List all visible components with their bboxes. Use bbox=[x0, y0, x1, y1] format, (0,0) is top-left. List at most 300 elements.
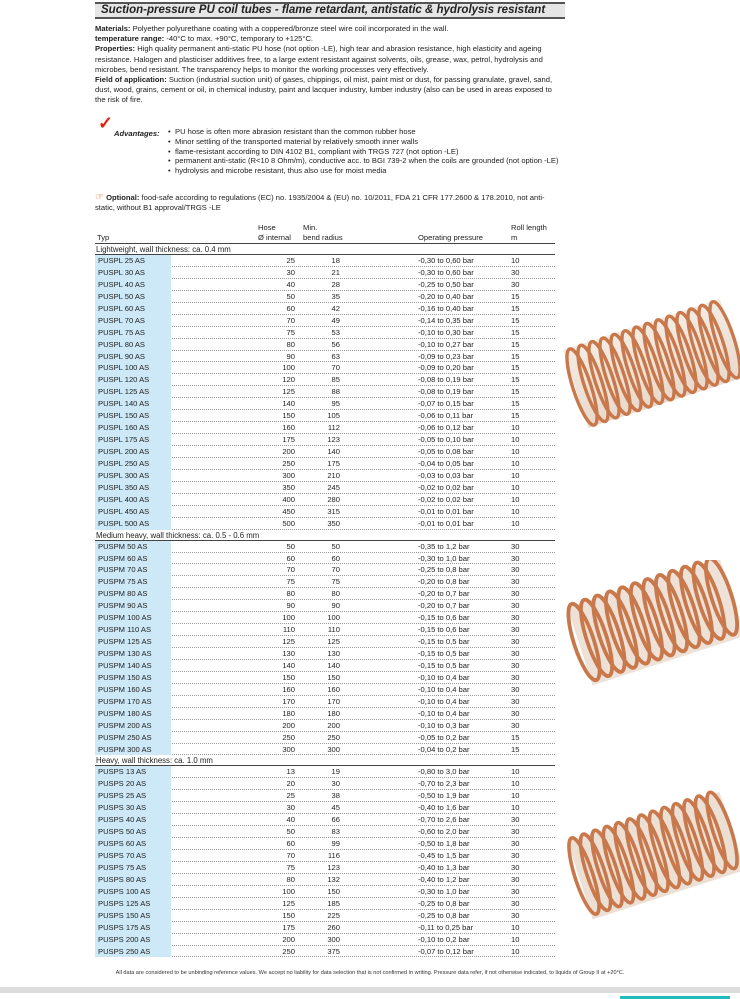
bend-radius-cell: 110 bbox=[327, 625, 340, 635]
hose-diameter-cell: 75 bbox=[286, 862, 295, 872]
type-cell: PUSPS 150 AS bbox=[95, 910, 171, 922]
roll-length-cell: 30 bbox=[511, 625, 520, 635]
table-row bbox=[95, 862, 555, 874]
roll-length-cell: 30 bbox=[511, 708, 520, 718]
advantage-item: • PU hose is often more abrasion resistant than the common rubber hose bbox=[168, 127, 563, 137]
hose-diameter-cell: 170 bbox=[282, 696, 295, 706]
operating-pressure-cell: -0,25 to 0,8 bar bbox=[418, 910, 470, 920]
hose-diameter-cell: 40 bbox=[286, 815, 295, 825]
operating-pressure-cell: -0,02 to 0,02 bar bbox=[418, 482, 474, 492]
hose-diameter-cell: 350 bbox=[282, 482, 295, 492]
field-paragraph bbox=[95, 75, 555, 106]
advantage-item: • permanent anti-static (R<10 8 Ohm/m), conductive acc. to BGI 739-2 when the coils are grounded (not option -LE) bbox=[168, 156, 563, 166]
section-title: Medium heavy, wall thickness: ca. 0.5 - 0.6 mm bbox=[95, 530, 555, 541]
table-row bbox=[95, 518, 555, 530]
roll-length-cell: 30 bbox=[511, 279, 520, 289]
hose-diameter-cell: 13 bbox=[286, 767, 295, 777]
bend-radius-cell: 150 bbox=[327, 672, 340, 682]
hose-diameter-cell: 150 bbox=[282, 672, 295, 682]
bend-radius-cell: 83 bbox=[331, 827, 340, 837]
operating-pressure-cell: -0,25 to 0,50 bar bbox=[418, 279, 474, 289]
optional-text: food-safe according to regulations (EC) no. 1935/2004 & (EU) no. 10/2011, FDA 21 CFR 177.2600 & 178.2010, not anti-static, without B1 approval/TRGS -LE bbox=[95, 193, 545, 212]
hose-diameter-cell: 60 bbox=[286, 553, 295, 563]
bend-radius-cell: 210 bbox=[327, 470, 340, 480]
table-row bbox=[95, 612, 555, 624]
roll-length-cell: 10 bbox=[511, 447, 520, 456]
roll-length-cell: 30 bbox=[511, 827, 520, 837]
roll-length-cell: 15 bbox=[511, 303, 520, 313]
table-row bbox=[95, 684, 555, 696]
type-cell: PUSPS 75 AS bbox=[95, 862, 171, 874]
header-operating-pressure: Operating pressure bbox=[418, 233, 484, 242]
type-cell: PUSPM 90 AS bbox=[95, 600, 171, 612]
bend-radius-cell: 63 bbox=[331, 351, 340, 361]
operating-pressure-cell: -0,80 to 3,0 bar bbox=[418, 767, 470, 777]
table-row bbox=[95, 744, 555, 756]
hose-image-light bbox=[562, 295, 740, 450]
roll-length-cell: 15 bbox=[511, 291, 520, 301]
bend-radius-cell: 88 bbox=[331, 387, 340, 397]
hose-coil-image-light bbox=[562, 295, 740, 445]
bend-radius-cell: 90 bbox=[331, 601, 340, 611]
operating-pressure-cell: -0,05 to 0,2 bar bbox=[418, 732, 470, 742]
table-row bbox=[95, 732, 555, 744]
type-cell: PUSPM 180 AS bbox=[95, 708, 171, 720]
roll-length-cell: 30 bbox=[511, 684, 520, 694]
section-title: Heavy, wall thickness: ca. 1.0 mm bbox=[95, 755, 555, 766]
roll-length-cell: 30 bbox=[511, 720, 520, 730]
type-cell: PUSPS 125 AS bbox=[95, 898, 171, 910]
hose-diameter-cell: 180 bbox=[282, 708, 295, 718]
operating-pressure-cell: -0,70 to 2,6 bar bbox=[418, 815, 470, 825]
type-cell: PUSPL 150 AS bbox=[95, 410, 171, 422]
roll-length-cell: 15 bbox=[511, 363, 520, 373]
roll-length-cell: 10 bbox=[511, 458, 520, 468]
table-row bbox=[95, 351, 555, 363]
operating-pressure-cell: -0,15 to 0,5 bar bbox=[418, 649, 470, 658]
type-cell: PUSPL 30 AS bbox=[95, 267, 171, 279]
checkmark-icon: ✓ bbox=[98, 113, 114, 133]
bend-radius-cell: 280 bbox=[327, 494, 340, 504]
type-cell: PUSPM 160 AS bbox=[95, 684, 171, 696]
table-row bbox=[95, 600, 555, 612]
type-cell: PUSPM 150 AS bbox=[95, 672, 171, 684]
hose-diameter-cell: 100 bbox=[282, 886, 295, 896]
table-row bbox=[95, 720, 555, 732]
type-cell: PUSPL 450 AS bbox=[95, 506, 171, 518]
operating-pressure-cell: -0,07 to 0,12 bar bbox=[418, 946, 474, 956]
header-hose: Hose bbox=[258, 223, 276, 232]
operating-pressure-cell: -0,50 to 1,8 bar bbox=[418, 839, 470, 849]
operating-pressure-cell: -0,09 to 0,20 bar bbox=[418, 363, 474, 373]
hose-diameter-cell: 125 bbox=[282, 387, 295, 397]
hose-diameter-cell: 140 bbox=[282, 660, 295, 670]
operating-pressure-cell: -0,04 to 0,05 bar bbox=[418, 458, 474, 468]
operating-pressure-cell: -0,10 to 0,4 bar bbox=[418, 684, 470, 694]
footer-note: All data are considered to be unbinding reference values. We accept no liability for data selection that is not confirmed in writing. Pressure data refer, if not otherwise indicated, to liquids of Group II at +20°C. bbox=[115, 970, 625, 976]
hose-diameter-cell: 160 bbox=[282, 423, 295, 433]
roll-length-cell: 30 bbox=[511, 898, 520, 908]
table-row bbox=[95, 934, 555, 946]
hose-diameter-cell: 90 bbox=[286, 351, 295, 361]
properties-label: Properties: bbox=[95, 44, 136, 54]
hose-diameter-cell: 250 bbox=[282, 458, 295, 468]
operating-pressure-cell: -0,60 to 2,0 bar bbox=[418, 827, 470, 837]
bend-radius-cell: 99 bbox=[331, 839, 340, 849]
hose-diameter-cell: 25 bbox=[286, 256, 295, 265]
hose-diameter-cell: 200 bbox=[282, 934, 295, 944]
roll-length-cell: 30 bbox=[511, 910, 520, 920]
operating-pressure-cell: -0,10 to 0,2 bar bbox=[418, 934, 470, 944]
hose-diameter-cell: 60 bbox=[286, 303, 295, 313]
bend-radius-cell: 28 bbox=[331, 279, 340, 289]
header-bend: Min. bbox=[303, 223, 318, 232]
advantage-item: • Minor settling of the transported material by relatively smooth inner walls bbox=[168, 137, 563, 147]
properties-paragraph bbox=[95, 44, 555, 75]
bend-radius-cell: 35 bbox=[331, 291, 340, 301]
bend-radius-cell: 185 bbox=[327, 898, 340, 908]
table-row bbox=[95, 434, 555, 446]
operating-pressure-cell: -0,10 to 0,4 bar bbox=[418, 708, 470, 718]
type-cell: PUSPL 25 AS bbox=[95, 255, 171, 267]
bend-radius-cell: 315 bbox=[327, 506, 340, 516]
table-row bbox=[95, 362, 555, 374]
hose-diameter-cell: 300 bbox=[282, 744, 295, 754]
roll-length-cell: 15 bbox=[511, 744, 520, 754]
hose-diameter-cell: 90 bbox=[286, 601, 295, 611]
bottom-bar bbox=[0, 987, 740, 993]
operating-pressure-cell: -0,15 to 0,5 bar bbox=[418, 637, 470, 647]
advantage-item: • flame-resistant according to DIN 4102 B1, compliant with TRGS 727 (not option -LE) bbox=[168, 147, 563, 157]
table-row bbox=[95, 910, 555, 922]
hose-diameter-cell: 175 bbox=[282, 922, 295, 932]
bend-radius-cell: 95 bbox=[331, 399, 340, 409]
roll-length-cell: 30 bbox=[511, 577, 520, 587]
table-row bbox=[95, 636, 555, 648]
hose-image-heavy bbox=[562, 790, 740, 930]
table-row bbox=[95, 446, 555, 458]
operating-pressure-cell: -0,16 to 0,40 bar bbox=[418, 303, 474, 313]
bend-radius-cell: 60 bbox=[331, 553, 340, 563]
table-row bbox=[95, 398, 555, 410]
table-row bbox=[95, 374, 555, 386]
hose-diameter-cell: 25 bbox=[286, 791, 295, 801]
hose-diameter-cell: 75 bbox=[286, 577, 295, 587]
bend-radius-cell: 105 bbox=[327, 411, 340, 421]
table-row bbox=[95, 778, 555, 790]
type-cell: PUSPM 200 AS bbox=[95, 720, 171, 732]
roll-length-cell: 30 bbox=[511, 553, 520, 563]
roll-length-cell: 15 bbox=[511, 351, 520, 361]
operating-pressure-cell: -0,25 to 0,8 bar bbox=[418, 565, 470, 575]
table-row bbox=[95, 802, 555, 814]
hose-diameter-cell: 80 bbox=[286, 339, 295, 349]
operating-pressure-cell: -0,40 to 1,2 bar bbox=[418, 874, 470, 884]
type-cell: PUSPL 100 AS bbox=[95, 362, 171, 374]
header-roll: Roll length bbox=[511, 223, 547, 232]
operating-pressure-cell: -0,02 to 0,02 bar bbox=[418, 494, 474, 504]
bend-radius-cell: 175 bbox=[327, 458, 340, 468]
table-row bbox=[95, 255, 555, 267]
roll-length-cell: 30 bbox=[511, 862, 520, 872]
hose-diameter-cell: 50 bbox=[286, 541, 295, 551]
bend-radius-cell: 260 bbox=[327, 922, 340, 932]
type-cell: PUSPL 40 AS bbox=[95, 279, 171, 291]
type-cell: PUSPL 120 AS bbox=[95, 374, 171, 386]
table-row bbox=[95, 660, 555, 672]
bend-radius-cell: 50 bbox=[331, 541, 340, 551]
bend-radius-cell: 160 bbox=[327, 684, 340, 694]
type-cell: PUSPS 175 AS bbox=[95, 922, 171, 934]
section-title: Lightweight, wall thickness: ca. 0.4 mm bbox=[95, 244, 555, 255]
table-row bbox=[95, 339, 555, 351]
header-bend-radius: bend radius bbox=[303, 233, 343, 242]
hose-image-medium bbox=[562, 560, 740, 695]
operating-pressure-cell: -0,07 to 0,15 bar bbox=[418, 399, 474, 409]
type-cell: PUSPL 80 AS bbox=[95, 339, 171, 351]
type-cell: PUSPM 75 AS bbox=[95, 576, 171, 588]
roll-length-cell: 10 bbox=[511, 423, 520, 433]
roll-length-cell: 10 bbox=[511, 494, 520, 504]
roll-length-cell: 10 bbox=[511, 779, 520, 789]
hose-diameter-cell: 250 bbox=[282, 946, 295, 956]
type-cell: PUSPL 140 AS bbox=[95, 398, 171, 410]
header-hose-internal: Ø internal bbox=[258, 233, 291, 242]
roll-length-cell: 30 bbox=[511, 696, 520, 706]
spec-table bbox=[95, 218, 555, 957]
type-cell: PUSPS 200 AS bbox=[95, 934, 171, 946]
operating-pressure-cell: -0,20 to 0,40 bar bbox=[418, 291, 474, 301]
temperature-label: temperature range: bbox=[95, 34, 165, 44]
table-row bbox=[95, 790, 555, 802]
materials-text: Polyether polyurethane coating with a coppered/bronze steel wire coil incorporated in the wall. bbox=[130, 24, 449, 33]
roll-length-cell: 15 bbox=[511, 411, 520, 421]
table-header bbox=[95, 218, 555, 244]
hose-diameter-cell: 110 bbox=[282, 625, 295, 635]
table-row bbox=[95, 458, 555, 470]
type-cell: PUSPS 40 AS bbox=[95, 814, 171, 826]
table-row bbox=[95, 886, 555, 898]
roll-length-cell: 10 bbox=[511, 922, 520, 932]
hose-diameter-cell: 100 bbox=[282, 613, 295, 623]
hose-diameter-cell: 80 bbox=[286, 589, 295, 599]
bend-radius-cell: 38 bbox=[331, 791, 340, 801]
type-cell: PUSPM 80 AS bbox=[95, 588, 171, 600]
hose-diameter-cell: 150 bbox=[282, 411, 295, 421]
roll-length-cell: 30 bbox=[511, 541, 520, 551]
table-row bbox=[95, 696, 555, 708]
table-row bbox=[95, 327, 555, 339]
roll-length-cell: 15 bbox=[511, 339, 520, 349]
roll-length-cell: 10 bbox=[511, 767, 520, 777]
header-roll-unit: m bbox=[511, 233, 518, 242]
operating-pressure-cell: -0,35 to 1,2 bar bbox=[418, 541, 470, 551]
optional-block bbox=[95, 193, 560, 213]
bend-radius-cell: 180 bbox=[327, 708, 340, 718]
roll-length-cell: 30 bbox=[511, 649, 520, 658]
bend-radius-cell: 140 bbox=[327, 447, 340, 456]
field-text: Suction (industrial suction unit) of gases, chippings, oil mist, paint mist or dust, for passing granulate, gravel, sand, dust, wood, grains, cement or oil, in chemical industry, paint and lacquer industry, lumber industry (also can be used in areas exposed to the risk of fire. bbox=[95, 75, 553, 105]
hose-diameter-cell: 40 bbox=[286, 279, 295, 289]
table-row bbox=[95, 588, 555, 600]
bend-radius-cell: 100 bbox=[327, 613, 340, 623]
roll-length-cell: 30 bbox=[511, 672, 520, 682]
bend-radius-cell: 18 bbox=[331, 256, 340, 265]
bend-radius-cell: 70 bbox=[331, 363, 340, 373]
page-title: Suction-pressure PU coil tubes - flame retardant, antistatic & hydrolysis resistant bbox=[95, 2, 565, 19]
bend-radius-cell: 250 bbox=[327, 732, 340, 742]
operating-pressure-cell: -0,06 to 0,12 bar bbox=[418, 423, 474, 433]
type-cell: PUSPL 500 AS bbox=[95, 518, 171, 530]
operating-pressure-cell: -0,03 to 0,03 bar bbox=[418, 470, 474, 480]
hose-diameter-cell: 80 bbox=[286, 874, 295, 884]
table-row bbox=[95, 541, 555, 553]
roll-length-cell: 15 bbox=[511, 399, 520, 409]
hose-diameter-cell: 100 bbox=[282, 363, 295, 373]
table-row bbox=[95, 766, 555, 778]
table-row bbox=[95, 494, 555, 506]
hose-diameter-cell: 200 bbox=[282, 720, 295, 730]
bend-radius-cell: 123 bbox=[327, 862, 340, 872]
type-cell: PUSPS 70 AS bbox=[95, 850, 171, 862]
bend-radius-cell: 42 bbox=[331, 303, 340, 313]
type-cell: PUSPM 250 AS bbox=[95, 732, 171, 744]
table-row bbox=[95, 303, 555, 315]
table-row bbox=[95, 410, 555, 422]
operating-pressure-cell: -0,10 to 0,3 bar bbox=[418, 720, 470, 730]
header-typ: Typ bbox=[97, 233, 110, 242]
hose-diameter-cell: 400 bbox=[282, 494, 295, 504]
hose-coil-image-medium bbox=[562, 560, 740, 690]
hose-diameter-cell: 70 bbox=[286, 315, 295, 325]
type-cell: PUSPM 130 AS bbox=[95, 648, 171, 660]
bend-radius-cell: 19 bbox=[331, 767, 340, 777]
bend-radius-cell: 245 bbox=[327, 482, 340, 492]
operating-pressure-cell: -0,01 to 0,01 bar bbox=[418, 518, 474, 528]
table-row bbox=[95, 814, 555, 826]
operating-pressure-cell: -0,06 to 0,11 bar bbox=[418, 411, 474, 421]
bend-radius-cell: 45 bbox=[331, 803, 340, 813]
operating-pressure-cell: -0,40 to 1,3 bar bbox=[418, 862, 470, 872]
roll-length-cell: 30 bbox=[511, 839, 520, 849]
operating-pressure-cell: -0,20 to 0,8 bar bbox=[418, 577, 470, 587]
roll-length-cell: 10 bbox=[511, 482, 520, 492]
hose-diameter-cell: 140 bbox=[282, 399, 295, 409]
type-cell: PUSPM 140 AS bbox=[95, 660, 171, 672]
bend-radius-cell: 225 bbox=[327, 910, 340, 920]
type-cell: PUSPM 110 AS bbox=[95, 624, 171, 636]
table-row bbox=[95, 922, 555, 934]
roll-length-cell: 10 bbox=[511, 470, 520, 480]
roll-length-cell: 30 bbox=[511, 589, 520, 599]
advantage-item: • hydrolysis and microbe resistant, thus also use for moist media bbox=[168, 166, 563, 176]
table-row bbox=[95, 624, 555, 636]
operating-pressure-cell: -0,20 to 0,7 bar bbox=[418, 589, 470, 599]
type-cell: PUSPM 170 AS bbox=[95, 696, 171, 708]
bend-radius-cell: 300 bbox=[327, 934, 340, 944]
type-cell: PUSPL 90 AS bbox=[95, 351, 171, 363]
bend-radius-cell: 125 bbox=[327, 637, 340, 647]
table-row bbox=[95, 291, 555, 303]
bend-radius-cell: 30 bbox=[331, 779, 340, 789]
hose-diameter-cell: 120 bbox=[282, 375, 295, 385]
roll-length-cell: 10 bbox=[511, 791, 520, 801]
bend-radius-cell: 123 bbox=[327, 435, 340, 445]
type-cell: PUSPL 70 AS bbox=[95, 315, 171, 327]
operating-pressure-cell: -0,05 to 0,10 bar bbox=[418, 435, 474, 445]
operating-pressure-cell: -0,50 to 1,9 bar bbox=[418, 791, 470, 801]
operating-pressure-cell: -0,45 to 1,5 bar bbox=[418, 851, 470, 860]
optional-label: Optional: bbox=[106, 193, 140, 202]
bend-radius-cell: 132 bbox=[327, 874, 340, 884]
operating-pressure-cell: -0,25 to 0,8 bar bbox=[418, 898, 470, 908]
pointing-hand-icon: ☞ bbox=[95, 192, 104, 203]
roll-length-cell: 10 bbox=[511, 256, 520, 265]
operating-pressure-cell: -0,14 to 0,35 bar bbox=[418, 315, 474, 325]
temperature-text: -40°C to max. +90°C, temporary to +125°C. bbox=[164, 34, 314, 44]
operating-pressure-cell: -0,11 to 0,25 bar bbox=[418, 922, 474, 932]
table-row bbox=[95, 267, 555, 279]
hose-diameter-cell: 30 bbox=[286, 267, 295, 277]
type-cell: PUSPS 60 AS bbox=[95, 838, 171, 850]
operating-pressure-cell: -0,05 to 0,08 bar bbox=[418, 447, 474, 456]
type-cell: PUSPL 350 AS bbox=[95, 482, 171, 494]
hose-diameter-cell: 200 bbox=[282, 447, 295, 456]
hose-diameter-cell: 70 bbox=[286, 565, 295, 575]
operating-pressure-cell: -0,10 to 0,30 bar bbox=[418, 327, 474, 337]
table-row bbox=[95, 946, 555, 958]
hose-diameter-cell: 150 bbox=[282, 910, 295, 920]
table-row bbox=[95, 874, 555, 886]
properties-text: High quality permanent anti-static PU hose (not option -LE), high tear and abrasion resistance, high elasticity and ageing resistance. Halogen and plasticiser additives free, to a large extent resistant against solvents, oils, grease, wax, petrol, hydrolysis and microbes, bend resistant. The transparency helps to monitor the working processes very effectively. bbox=[95, 44, 543, 74]
type-cell: PUSPS 50 AS bbox=[95, 826, 171, 838]
operating-pressure-cell: -0,08 to 0,19 bar bbox=[418, 375, 474, 385]
bend-radius-cell: 80 bbox=[331, 589, 340, 599]
hose-diameter-cell: 125 bbox=[282, 637, 295, 647]
type-cell: PUSPL 125 AS bbox=[95, 386, 171, 398]
table-body bbox=[95, 244, 555, 957]
bend-radius-cell: 200 bbox=[327, 720, 340, 730]
bend-radius-cell: 350 bbox=[327, 518, 340, 528]
roll-length-cell: 15 bbox=[511, 387, 520, 397]
type-cell: PUSPL 250 AS bbox=[95, 458, 171, 470]
intro-text bbox=[95, 24, 555, 106]
type-cell: PUSPM 70 AS bbox=[95, 564, 171, 576]
table-row bbox=[95, 482, 555, 494]
bend-radius-cell: 170 bbox=[327, 696, 340, 706]
type-cell: PUSPL 400 AS bbox=[95, 494, 171, 506]
operating-pressure-cell: -0,15 to 0,6 bar bbox=[418, 625, 470, 635]
hose-diameter-cell: 450 bbox=[282, 506, 295, 516]
type-cell: PUSPS 13 AS bbox=[95, 766, 171, 778]
type-cell: PUSPS 20 AS bbox=[95, 778, 171, 790]
operating-pressure-cell: -0,30 to 1,0 bar bbox=[418, 553, 470, 563]
type-cell: PUSPL 200 AS bbox=[95, 446, 171, 458]
roll-length-cell: 10 bbox=[511, 946, 520, 956]
bend-radius-cell: 85 bbox=[331, 375, 340, 385]
type-cell: PUSPS 80 AS bbox=[95, 874, 171, 886]
roll-length-cell: 10 bbox=[511, 435, 520, 445]
roll-length-cell: 30 bbox=[511, 565, 520, 575]
roll-length-cell: 30 bbox=[511, 815, 520, 825]
hose-diameter-cell: 250 bbox=[282, 732, 295, 742]
hose-diameter-cell: 50 bbox=[286, 291, 295, 301]
type-cell: PUSPS 100 AS bbox=[95, 886, 171, 898]
operating-pressure-cell: -0,30 to 1,0 bar bbox=[418, 886, 470, 896]
operating-pressure-cell: -0,04 to 0,2 bar bbox=[418, 744, 470, 754]
bend-radius-cell: 75 bbox=[331, 577, 340, 587]
type-cell: PUSPS 30 AS bbox=[95, 802, 171, 814]
